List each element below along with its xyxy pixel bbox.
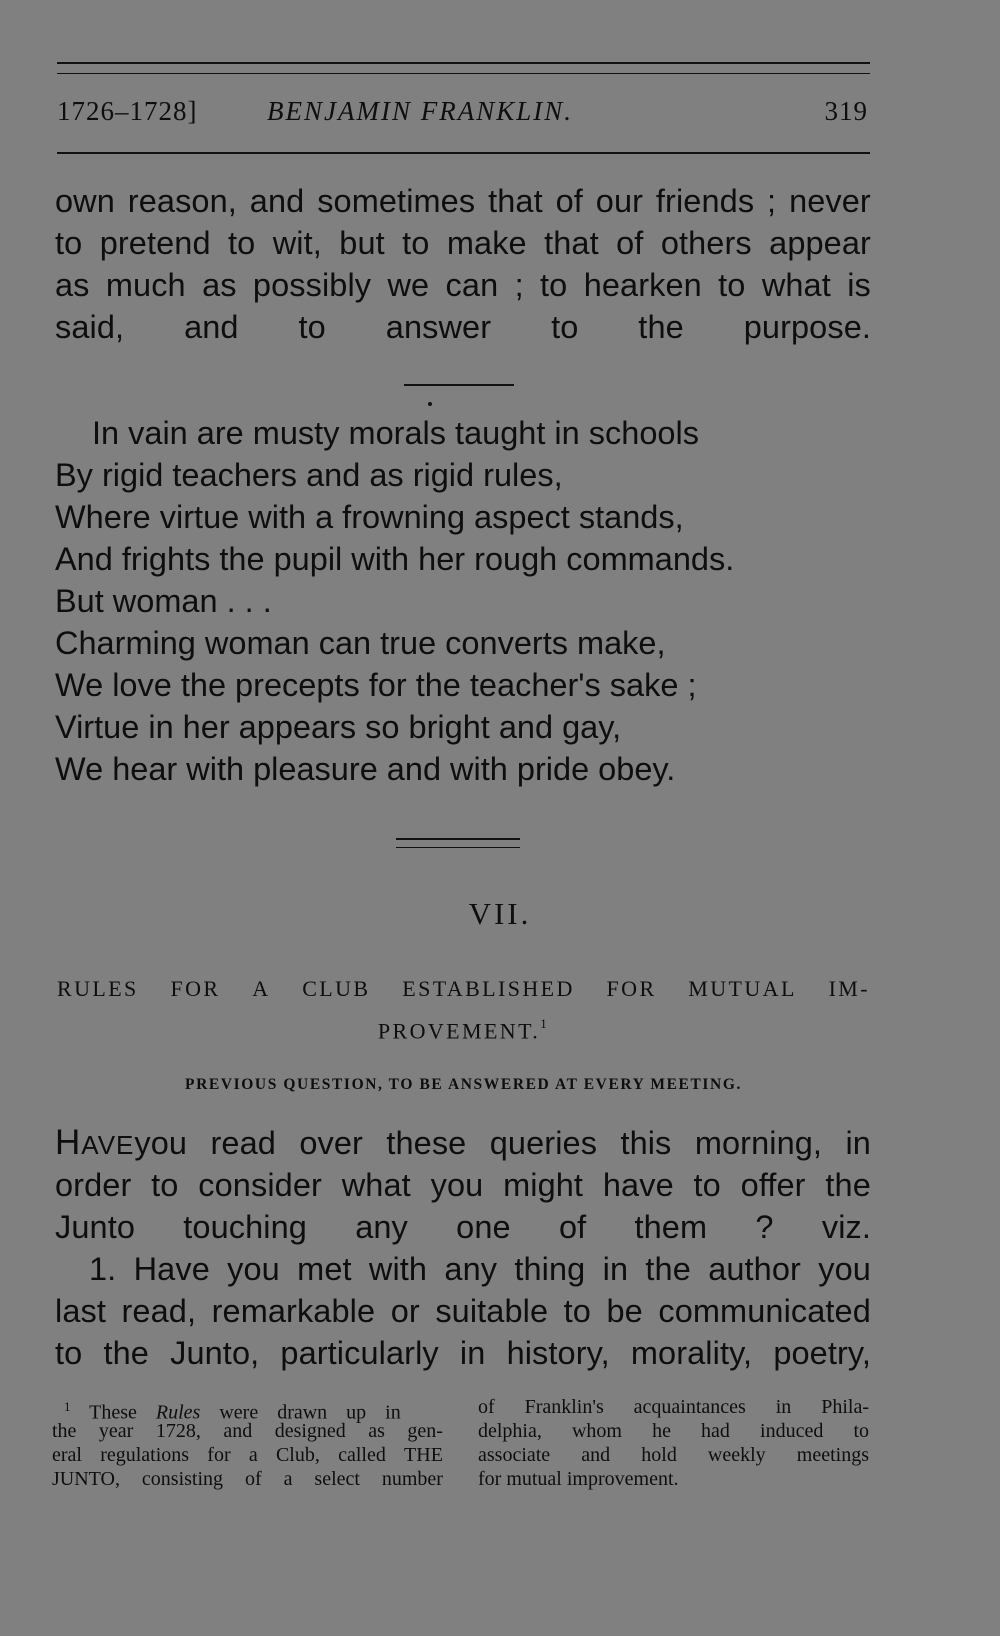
word: to	[55, 1335, 83, 1371]
word: thing	[514, 1251, 586, 1287]
word: others	[660, 225, 752, 261]
word: in	[775, 1396, 792, 1418]
word: the	[645, 1251, 691, 1287]
footnote-text: These Rules were drawn up in	[70, 1401, 401, 1424]
word: designed	[274, 1420, 346, 1442]
footnote-line-last: for mutual improvement.	[478, 1468, 679, 1490]
word: reason,	[127, 183, 237, 219]
header-bottom-rule	[57, 152, 870, 154]
word: consider	[198, 1167, 322, 1203]
word: of	[616, 225, 644, 261]
word: be	[606, 1293, 643, 1329]
running-head-title: BENJAMIN FRANKLIN.	[267, 96, 573, 126]
word: and	[581, 1444, 611, 1466]
word: pretend	[99, 225, 211, 261]
word: as	[368, 1420, 385, 1442]
word: queries	[489, 1125, 598, 1161]
word: have	[602, 1167, 674, 1203]
word: over	[299, 1125, 363, 1161]
word: is	[847, 267, 871, 303]
word: we	[387, 267, 430, 303]
page-number: 319	[824, 96, 868, 126]
word: Junto,	[170, 1335, 260, 1371]
poem-line: We love the precepts for the teacher's sake ;	[55, 667, 697, 703]
word: read,	[121, 1293, 197, 1329]
word: sometimes	[317, 183, 476, 219]
footnote-line	[52, 1419, 443, 1443]
lead-capital: H	[55, 1123, 82, 1162]
word: in	[459, 1335, 486, 1371]
question-line	[55, 1290, 871, 1332]
word: Have	[133, 1251, 210, 1287]
word: associate	[478, 1444, 551, 1466]
word: to	[55, 225, 83, 261]
word: regulations	[100, 1444, 190, 1466]
word: select	[314, 1468, 360, 1490]
word: you	[134, 1125, 188, 1161]
word: order	[55, 1167, 132, 1203]
opening-paragraph	[55, 180, 871, 348]
word: to	[853, 1420, 869, 1442]
footnote-line	[52, 1395, 443, 1424]
word: you	[227, 1251, 280, 1287]
word: own	[55, 183, 115, 219]
word: induced	[760, 1420, 824, 1442]
word: wit,	[272, 225, 322, 261]
word: as	[202, 267, 237, 303]
poem-line: We hear with pleasure and with pride obey.	[55, 751, 676, 787]
section-rule	[396, 838, 520, 840]
word: ;	[514, 267, 524, 303]
poem-line: In vain are musty morals taught in schools	[92, 415, 699, 451]
word: Phila-	[821, 1396, 869, 1418]
word: appear	[769, 225, 871, 261]
header-top-rule-2	[57, 73, 870, 74]
word: morning,	[694, 1125, 823, 1161]
word: what	[341, 1167, 411, 1203]
header-top-rule	[57, 62, 870, 64]
word: a	[248, 1444, 258, 1466]
word: communicated	[658, 1293, 871, 1329]
word: particularly	[280, 1335, 439, 1371]
word: any	[444, 1251, 498, 1287]
word: the	[825, 1167, 871, 1203]
word: these	[386, 1125, 467, 1161]
word: he	[652, 1420, 671, 1442]
body-line-last: Junto touching any one of them ? viz.	[55, 1209, 871, 1245]
word: with	[368, 1251, 428, 1287]
word: whom	[571, 1420, 622, 1442]
section-subheading: PREVIOUS QUESTION, TO BE ANSWERED AT EVERY MEETING.	[185, 1076, 742, 1093]
footnote-reference: 1	[540, 1016, 550, 1031]
word: history,	[506, 1335, 610, 1371]
question-line	[55, 1248, 871, 1290]
word: to	[402, 225, 430, 261]
word: that	[488, 183, 543, 219]
word: never	[789, 183, 871, 219]
word: eral	[52, 1444, 82, 1466]
footnote-line	[52, 1467, 443, 1491]
word: hold	[641, 1444, 677, 1466]
poem-line: Charming woman can true converts make,	[55, 625, 666, 661]
word: make	[446, 225, 527, 261]
word: suitable	[435, 1293, 549, 1329]
word: of	[555, 183, 583, 219]
word: might	[503, 1167, 584, 1203]
word: that	[544, 225, 599, 261]
word: for	[207, 1444, 231, 1466]
section-title-line-2	[57, 1018, 870, 1044]
title-word: FOR	[170, 976, 221, 1001]
word: this	[620, 1125, 672, 1161]
footnote-line	[478, 1395, 869, 1419]
opening-line	[55, 222, 871, 264]
opening-line	[55, 180, 871, 222]
word: much	[105, 267, 186, 303]
word: number	[381, 1468, 443, 1490]
word: and	[223, 1420, 253, 1442]
word: our	[595, 183, 644, 219]
title-word: A	[252, 976, 271, 1001]
word: to	[151, 1167, 179, 1203]
word: meetings	[796, 1444, 869, 1466]
word: friends	[655, 183, 755, 219]
separator-rule	[404, 384, 514, 386]
word: JUNTO,	[52, 1468, 120, 1490]
word: gen-	[407, 1420, 443, 1442]
section-rule-2	[396, 847, 520, 848]
word: to	[540, 267, 568, 303]
poem-line: By rigid teachers and as rigid rules,	[55, 457, 563, 493]
word: in	[602, 1251, 629, 1287]
word: Franklin's	[524, 1396, 604, 1418]
poem-line: And frights the pupil with her rough commands.	[55, 541, 735, 577]
word: in	[845, 1125, 871, 1161]
word: the	[103, 1335, 149, 1371]
word: as	[55, 267, 90, 303]
word: hearken	[583, 267, 702, 303]
word: met	[297, 1251, 352, 1287]
word: the	[52, 1420, 77, 1442]
word: THE	[404, 1444, 443, 1466]
word: weekly	[707, 1444, 766, 1466]
section-number: VII.	[468, 896, 532, 931]
opening-line-last: said, and to answer to the purpose.	[55, 309, 871, 345]
word: what	[761, 267, 831, 303]
word: a	[283, 1468, 293, 1490]
word: possibly	[252, 267, 372, 303]
word: delphia,	[478, 1420, 542, 1442]
running-head	[57, 96, 870, 136]
word: year	[98, 1420, 134, 1442]
word: acquaintances	[633, 1396, 746, 1418]
word: 1728,	[155, 1420, 201, 1442]
body-paragraph	[55, 1122, 871, 1374]
title-word: FOR	[606, 976, 657, 1001]
word: remarkable	[211, 1293, 376, 1329]
question-line	[55, 1332, 871, 1374]
footnote-line	[478, 1443, 869, 1467]
footnote-left-column	[52, 1395, 443, 1491]
word: read	[210, 1125, 276, 1161]
word: to	[563, 1293, 591, 1329]
word: ;	[767, 183, 777, 219]
word: of	[478, 1396, 495, 1418]
separator-dot	[428, 402, 432, 406]
footnote-first-line	[64, 1395, 401, 1424]
section-title-line-1	[57, 976, 870, 1002]
word: you	[818, 1251, 871, 1287]
lead-word	[55, 1122, 134, 1164]
poem-line: But woman . . .	[55, 583, 272, 619]
lead-smallcaps: AVE	[81, 1130, 135, 1160]
footnote-mark: 1	[64, 1399, 71, 1414]
poem-line: Where virtue with a frowning aspect stands,	[55, 499, 684, 535]
title-word: RULES	[57, 976, 139, 1001]
title-word: MUTUAL	[688, 976, 797, 1001]
body-line-1	[55, 1122, 871, 1164]
word: last	[55, 1293, 106, 1329]
word: can	[445, 267, 499, 303]
word: and	[249, 183, 305, 219]
word: Club,	[275, 1444, 320, 1466]
footnote-line	[478, 1419, 869, 1443]
word: to	[718, 267, 746, 303]
word: of	[244, 1468, 262, 1490]
word: offer	[740, 1167, 806, 1203]
word: 1.	[89, 1251, 117, 1287]
title-word: ESTABLISHED	[402, 976, 575, 1001]
word: called	[338, 1444, 386, 1466]
word: but	[339, 225, 385, 261]
title-word: CLUB	[302, 976, 371, 1001]
running-head-dates: 1726–1728]	[57, 96, 198, 126]
title-word: IM-	[828, 976, 870, 1001]
body-line	[55, 1164, 871, 1206]
footnote-right-column	[478, 1395, 869, 1491]
word: poetry,	[773, 1335, 871, 1371]
word: author	[708, 1251, 801, 1287]
footnote-line	[52, 1443, 443, 1467]
poem-line: Virtue in her appears so bright and gay,	[55, 709, 622, 745]
word: to	[693, 1167, 721, 1203]
word: you	[430, 1167, 484, 1203]
word: to	[228, 225, 256, 261]
word: morality,	[630, 1335, 753, 1371]
word: consisting	[141, 1468, 224, 1490]
word: had	[701, 1420, 730, 1442]
opening-line	[55, 264, 871, 306]
title-word: PROVEMENT.	[377, 1018, 541, 1044]
word: or	[390, 1293, 420, 1329]
body-line-1-rest	[134, 1122, 871, 1164]
italic-word: Rules	[155, 1401, 201, 1424]
